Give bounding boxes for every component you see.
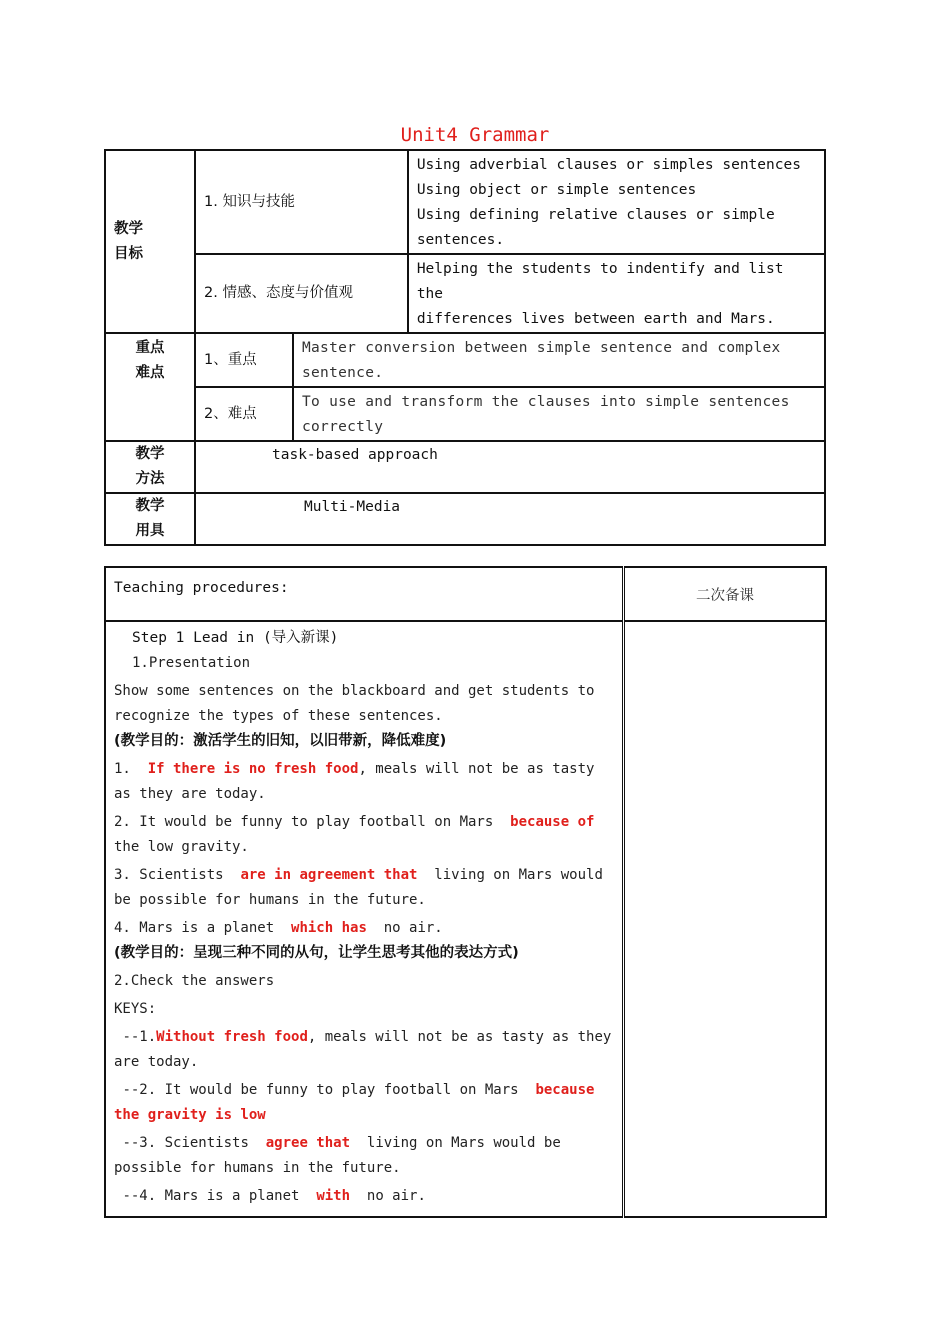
keys-label: KEYS: — [114, 1001, 157, 1017]
goal2-line: differences lives between earth and Mars. — [416, 311, 775, 327]
k2-highlight: because the gravity is low — [114, 1082, 595, 1123]
goal1-line: Using object or simple sentences — [416, 182, 697, 198]
s3-highlight: are in agreement that — [240, 867, 418, 883]
goal1-line: sentences. — [416, 232, 505, 248]
k1-highlight: Without fresh food — [156, 1029, 308, 1045]
key-answer-4 — [114, 1184, 614, 1209]
key-answer-2 — [114, 1078, 614, 1128]
aim1-text: (教学目的：激活学生的旧知，以旧带新，降低难度) — [114, 733, 447, 749]
s4-highlight: which has — [291, 920, 367, 936]
goal1-line: Using adverbial clauses or simples sentences — [416, 157, 801, 173]
s3-b: living on Mars would be possible for humans in the future. — [114, 867, 612, 908]
page-title: Unit4 Grammar — [400, 124, 550, 146]
goal-label-text: 教学 目标 — [114, 220, 143, 262]
key-label — [105, 333, 195, 441]
intro-text: Show some sentences on the blackboard and get students to recognize the types of these sentences. — [114, 683, 595, 724]
key2-line: To use and transform the clauses into simple sentences — [302, 394, 790, 410]
key1-line: sentence. — [302, 365, 384, 381]
lesson-plan-table — [104, 149, 826, 546]
key1-label: 1、重点 — [195, 333, 293, 387]
k1-b: , meals will not be as tasty as they are today. — [114, 1029, 612, 1070]
s1-a: 1. — [114, 761, 148, 777]
key2-label: 2、难点 — [195, 387, 293, 441]
k1-a: --1. — [114, 1029, 157, 1045]
tools-label-text: 教学 用具 — [135, 498, 165, 539]
sentence-1 — [114, 757, 614, 807]
second-prep-header: 二次备课 — [624, 567, 827, 621]
key2-line: correctly — [302, 419, 384, 435]
s3-a: 3. Scientists — [114, 867, 241, 883]
sentence-3 — [114, 863, 614, 913]
key2-content — [293, 387, 825, 441]
procedures-table — [104, 566, 827, 1218]
goal1-content — [408, 150, 825, 254]
tools-label — [105, 493, 195, 545]
goal2-line: Helping the students to indentify and list the — [416, 261, 784, 302]
key1-content — [293, 333, 825, 387]
s2-b: the low gravity. — [114, 814, 612, 855]
s2-highlight: because of — [510, 814, 595, 830]
s1-highlight: If there is no fresh food — [147, 761, 359, 777]
s2-a: 2. It would be funny to play football on Mars — [114, 814, 511, 830]
k4-highlight: with — [316, 1188, 351, 1204]
key1-line: Master conversion between simple sentence and complex — [302, 340, 781, 356]
sentence-4 — [114, 916, 614, 941]
goal2-content — [408, 254, 825, 333]
check-label: 2.Check the answers — [114, 973, 275, 989]
s4-a: 4. Mars is a planet — [114, 920, 292, 936]
second-prep-notes — [624, 621, 827, 1217]
k4-b: no air. — [350, 1188, 426, 1204]
k3-a: --3. Scientists — [114, 1135, 266, 1151]
tools-value: Multi-Media — [195, 493, 825, 545]
k2-a: --2. It would be funny to play football on Mars — [114, 1082, 536, 1098]
method-value: task-based approach — [195, 441, 825, 493]
key-answer-3 — [114, 1131, 614, 1181]
step1-heading: Step 1 Lead in (导入新课) — [132, 630, 339, 646]
goal1-line: Using defining relative clauses or simple — [416, 207, 775, 223]
method-label-text: 教学 方法 — [135, 446, 165, 487]
k3-b: living on Mars would be possible for humans in the future. — [114, 1135, 570, 1176]
goal1-label: 1. 知识与技能 — [195, 150, 408, 254]
procedures-header: Teaching procedures: — [105, 567, 624, 621]
sentence-2 — [114, 810, 614, 860]
s4-b: no air. — [366, 920, 443, 936]
aim2-text: (教学目的：呈现三种不同的从句，让学生思考其他的表达方式) — [114, 945, 519, 961]
key-label-text: 重点 难点 — [135, 340, 165, 381]
k4-a: --4. Mars is a planet — [114, 1188, 317, 1204]
goal-label — [105, 150, 195, 333]
presentation-label: 1.Presentation — [132, 655, 251, 671]
method-label — [105, 441, 195, 493]
goal2-label: 2. 情感、态度与价值观 — [195, 254, 408, 333]
k3-highlight: agree that — [265, 1135, 351, 1151]
key-answer-1 — [114, 1025, 614, 1075]
procedures-body — [105, 621, 624, 1217]
s1-b: , meals will not be as tasty as they are today. — [114, 761, 595, 802]
